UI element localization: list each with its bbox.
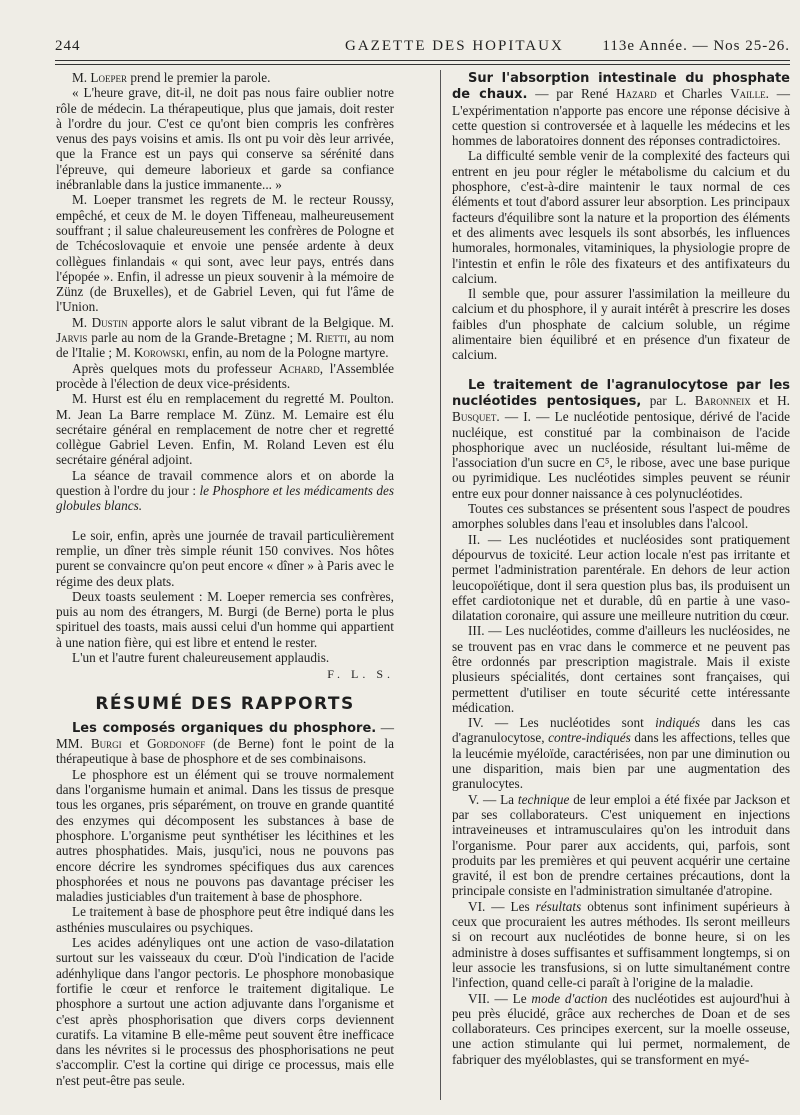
paragraph: L'un et l'autre furent chaleureusement applaudis.: [72, 649, 330, 665]
text-run: , enfin, au nom de la Pologne martyre.: [185, 345, 389, 361]
paragraph: [56, 315, 394, 361]
paragraph: III. — Les nucléotides, comme d'ailleurs les nucléosides, ne se trouvent pas en vrac dans le commerce et ne peuvent pas être ordonnés par prescription magistrale. Mais il existe plusieurs spécialités, dont certaines sont françaises, qui permettent d'utiliser en toute sécurité cette intéressante médication.: [452, 623, 790, 715]
left-column: [56, 70, 394, 1088]
text-run: dans les affections, telles que la leucémie myéloïde, caractérisées, non par une diminution ou une disparition, mais bien par une augmentation des granulocytes.: [452, 730, 790, 792]
italic-text: le Phosphore et les médicaments des globules blancs.: [56, 483, 394, 514]
paragraph-text: prend le premier la parole.: [127, 70, 271, 85]
person-name: Jarvis: [56, 330, 88, 346]
signature-text: F. L. S.: [327, 667, 394, 682]
paragraph: [452, 991, 790, 1067]
section-title: RÉSUMÉ DES RAPPORTS: [95, 693, 355, 714]
text-run: V. — La: [468, 791, 518, 807]
paragraph: [56, 468, 394, 514]
paragraph: « L'heure grave, dit-il, ne doit pas nous faire oublier notre rôle de médecin. La thérapeutique, plus que jamais, doit rester à l'ordre du jour. C'est ce qu'ont bien compris les confrères venus des pays voisins et amis. Ils ont pu voir dès leur arrivée, que la France est un pays qui conserve sa sérénité dans l'épreuve, qui demeure laborieux et garde sa confiance inébranlable dans la justice immanente... »: [56, 85, 394, 193]
text-run: (de Berne) font le point de la thérapeutique à base de phosphore et de ses combinaisons.: [56, 736, 394, 767]
person-name: Burgi: [90, 736, 122, 752]
text-run: , au nom de l'Italie ; M.: [56, 330, 394, 361]
text-run: obtenus sont infiniment supérieurs à ceux que procuraient les autres méthodes. Ils seront meilleurs si on recourt aux nucléotides de bonne heure, si on les administre à doses suffisantes et suffisamment longtemps, si on leur associe les transfusions, si on lutte simultanément contre l'infection, quand celle-ci paraît à l'origine de la maladie.: [452, 898, 790, 991]
paragraph: M. Hurst est élu en remplacement du regretté M. Poulton. M. Jean La Barre remplace M. Zünz. M. Lemaire est élu secrétaire général en remplacement de notre cher et regretté collègue Gabriel Leven. Enfin, M. Roland Leven est élu secrétaire général adjoint.: [56, 391, 394, 468]
paragraph: [56, 70, 394, 85]
issue-label: 113e Année. — Nos 25-26.: [602, 38, 790, 54]
paragraph: [452, 377, 790, 501]
text-run: et: [121, 736, 148, 752]
subsection-title: Le traitement de l'agranulocytose par les nucléotides pentosiques,: [452, 377, 790, 409]
page-header: [55, 34, 790, 60]
text-run: Après quelques mots du professeur: [72, 360, 279, 376]
text-run: et H.: [750, 392, 790, 408]
paragraph: [452, 792, 790, 899]
text-run: de leur emploi a été fixée par Jackson et par ses collaborateurs. C'est uniquement en injections intraveineuses et intramusculaires qu'on les introduit dans l'organisme. Pour parer aux accidents, qui, parfois, sont produits par les premières et qui peuvent acquérir une certaine gravité, il est bon de prendre certaines précautions, dont la principale consiste en l'administration simultanée d'atropine.: [452, 791, 790, 899]
paragraph: M. Loeper transmet les regrets de M. le recteur Roussy, empêché, et ceux de M. le doyen Tiffeneau, malheureusement souffrant ; il salue chaleureusement les confrères de Pologne et de Tchécoslovaquie et envoie une pensée ardente à deux collègues finlandais « qui sont, avec leur pays, entrés dans l'épopée ». Enfin, il adresse un pieux souvenir à la mémoire de Zünz (de Bruxelles), et de Gabriel Leven, qui fut l'âme de l'Union.: [56, 192, 394, 315]
text-run: dans les cas d'agranulocytose,: [452, 715, 790, 746]
paragraph: Les acides adényliques ont une action de vaso-dilatation surtout sur les vaisseaux du cœur. D'où l'indication de l'acide adénhylique dans l'angor pectoris. Le phosphore monobasique fortifie le cœur et renforce le traitement digitalique. Le phosphore a surtout une action adjuvante dans l'organisme et c'est après phosphorisation que divers corps deviennent curatifs. La vitamine B elle-même peut souvent être inefficace dans les névrites si le processus des phosphorisations ne peut s'accomplir. C'est la cortine qui dirige ce processus, mais elle n'est peut-être pas seule.: [56, 935, 394, 1088]
text-run: VII. — Le: [468, 990, 532, 1006]
column-divider: [440, 70, 441, 1100]
italic-text: indiqués: [655, 715, 701, 731]
text-run: des nucléotides est aujourd'hui à peu près élucidé, grâce aux recherches de Doan et de ses collaborateurs. Ces principes exercent, sur la moelle osseuse, une action stimulante qui lui permet, normalement, de fabriquer des myéloblastes, qui se transforment en myé-: [452, 990, 790, 1067]
paragraph: Le phosphore est un élément qui se trouve normalement dans l'organisme humain et animal. Dans les tissus de presque tous les organes, pris séparément, on trouve en grande quantité des enzymes qui décomposent les substances à base de phosphore. L'organisme peut synthétiser les lécithines et les autres phosphatides. Mais, jusqu'ici, nous ne pouvons pas encore décrire les syndromes spécifiques dus aux carences phosphorées et nous ne pouvons pas davantage préciser les maladies justiciables d'un traitement à base de phosphore.: [56, 766, 394, 905]
person-name: Baronneix: [694, 392, 751, 408]
person-name: Korowski: [133, 345, 186, 361]
signature: [56, 667, 394, 682]
italic-text: résultats: [535, 898, 582, 914]
person-name: Rietti: [315, 330, 348, 346]
subsection-title: Les composés organiques du phosphore.: [72, 720, 377, 736]
paragraph: [452, 899, 790, 991]
person-name: Achard: [278, 360, 320, 376]
journal-title: GAZETTE DES HOPITAUX: [345, 38, 564, 54]
text-run: — par René: [527, 86, 617, 102]
text-run: VI. — Les: [468, 898, 536, 914]
text-run: parle au nom de la Grande-Bretagne ; M.: [87, 330, 316, 346]
person-name: Busquet: [452, 409, 497, 425]
italic-text: contre-indiqués: [548, 730, 631, 746]
person-name: Hazard: [616, 86, 657, 102]
header-rule-thin: [55, 64, 790, 65]
paragraph: La difficulté semble venir de la complexité des facteurs qui entrent en jeu pour régler le métabolisme du calcium et du phosphore, c'est-à-dire maintenir le taux normal de ces éléments et tout d'abord assurer leur absorption. Les principaux facteurs d'équilibre sont la nature et la proportion des éléments et des aliments avec lesquels ils sont absorbés, les influences humorales, hormonales, vitaminiques, la physiologie propre de l'intestin et enfin le rôle des fixateurs et des antifixateurs du calcium.: [452, 148, 790, 286]
paragraph: [452, 715, 790, 791]
text-run: , l'Assemblée procède à l'élection de deux vice-présidents.: [56, 360, 394, 391]
page-number: 244: [55, 38, 81, 54]
text-run: La séance de travail commence alors et on aborde la question à l'ordre du jour :: [56, 467, 394, 499]
italic-text: technique: [517, 791, 570, 807]
text-run: apporte alors le salut vibrant de la Belgique. M.: [127, 314, 394, 330]
person-name: Vaille: [730, 86, 766, 102]
person-name: Dustin: [91, 314, 128, 330]
paragraph: [56, 720, 394, 767]
paragraph: Le traitement à base de phosphore peut être indiqué dans les asthénies musculaires ou psychiques.: [56, 904, 394, 935]
text-run: — MM.: [56, 719, 394, 752]
header-rule: [55, 60, 790, 61]
text-run: . — L'expérimentation n'apporte pas encore une réponse décisive à cette question si controversée et à laquelle les médecins et les hommes de laboratoires donnent des réponses contradictoires.: [452, 86, 790, 149]
right-column: [452, 70, 790, 1067]
text-run: par L.: [641, 392, 695, 408]
paragraph: [56, 361, 394, 392]
italic-text: mode d'action: [531, 990, 608, 1006]
text-run: IV. — Les nucléotides sont: [468, 715, 656, 731]
paragraph: Il semble que, pour assurer l'assimilation la meilleure du calcium et du phosphore, il y aurait intérêt à prescrire les doses faibles d'un phosphate de calcium soluble, un régime alimentaire bien équilibré et en présence d'un fixateur de calcium.: [452, 286, 790, 363]
text-run: . — I. — Le nucléotide pentosique, dérivé de l'acide nucléique, est constitué par la combinaison de l'acide phosphorique avec un nucléoside, résultant lui-même de l'association d'un sucre en C⁵, le ribose, avec une base purique ou pyrimidique. Les nucléotides simples peuvent se réunir entre eux pour donner naissance à ces polynucléotides.: [452, 409, 790, 501]
paragraph: Deux toasts seulement : M. Loeper remercia ses confrères, puis au nom des étrangers, M. Burgi (de Berne) porta le plus spirituel des toasts, mais aussi celui d'un homme qui appartient à une nation fière, qui est libre et entend le rester.: [56, 588, 394, 650]
person-name: M. Loeper: [72, 70, 128, 85]
paragraph: II. — Les nucléotides et nucléosides sont pratiquement dépourvus de toxicité. Leur action locale n'est pas irritante et permet l'administration parentérale. En dehors de leur action leucopoïétique, dont il sera question plus bas, ils produisent un effet cardiotonique net et durable, dû en partie à une vaso-dilatation coronaire, qui assure une meilleure nutrition du cœur.: [452, 531, 790, 624]
text-run: M.: [72, 314, 92, 330]
person-name: Gordonoff: [147, 736, 206, 752]
text-run: et Charles: [656, 86, 731, 102]
paragraph: Toutes ces substances se présentent sous l'aspect de poudres amorphes solubles dans l'eau et insolubles dans l'alcool.: [452, 501, 790, 532]
paragraph: [452, 70, 790, 148]
paragraph: Le soir, enfin, après une journée de travail particulièrement remplie, un dîner très simple réunit 150 convives. Nos hôtes purent se convaincre qu'on peut encore « dîner » à Paris avec le régime des deux plats.: [56, 527, 394, 589]
subsection-title: Sur l'absorption intestinale du phosphate de chaux.: [452, 71, 790, 103]
